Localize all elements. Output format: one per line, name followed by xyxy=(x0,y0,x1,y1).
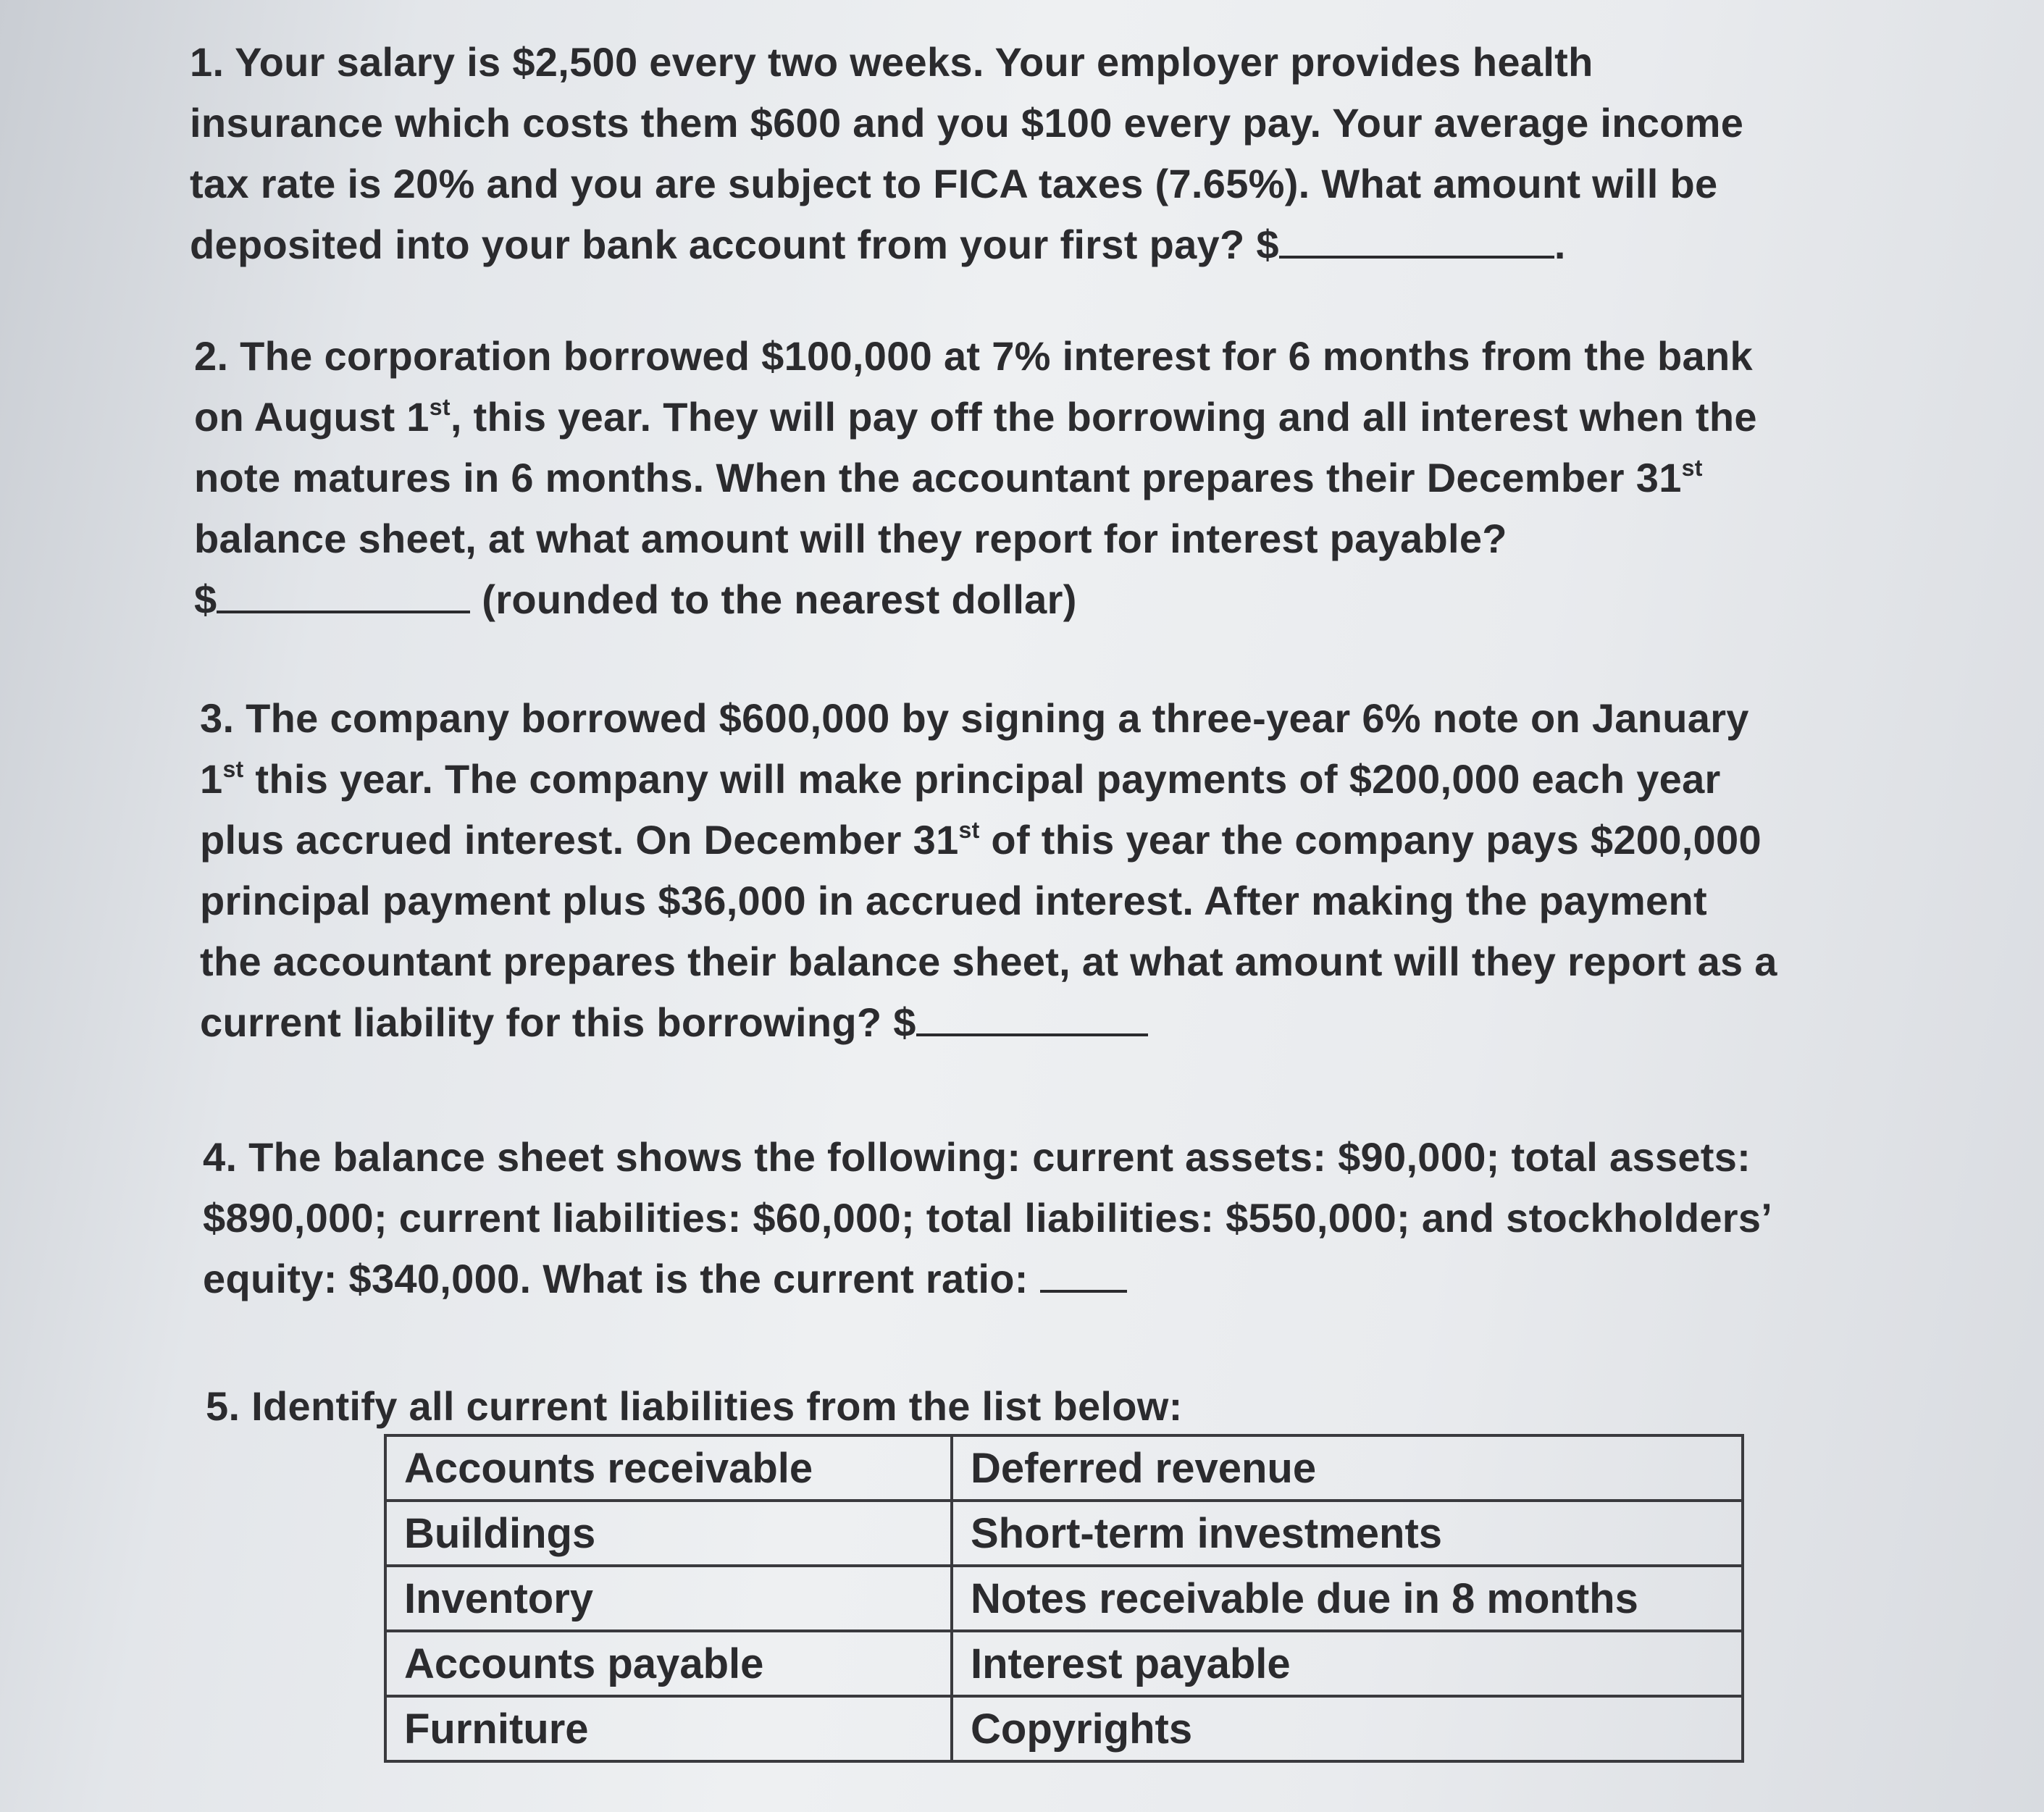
ordinal-suffix: st xyxy=(222,756,244,782)
question-2-line: balance sheet, at what amount will they report for interest payable? xyxy=(194,516,1507,561)
question-2-text: , this year. They will pay off the borrowing and all interest when the xyxy=(450,394,1757,440)
question-1-end: . xyxy=(1554,222,1566,267)
question-5 xyxy=(206,1376,1959,1437)
question-3-text: current liability for this borrowing? $ xyxy=(200,999,916,1045)
answer-blank-2[interactable] xyxy=(217,577,470,613)
question-3-line xyxy=(200,810,1953,871)
question-4-line: $890,000; current liabilities: $60,000; total liabilities: $550,000; and stockholders’ xyxy=(203,1195,1773,1241)
question-3-text: plus accrued interest. On December 31 xyxy=(200,817,959,863)
question-4-text: equity: $340,000. What is the current ratio: xyxy=(203,1256,1040,1301)
rounding-note: (rounded to the nearest dollar) xyxy=(470,576,1077,622)
table-cell: Buildings xyxy=(385,1501,952,1566)
question-4 xyxy=(203,1127,1956,1309)
table-cell: Accounts payable xyxy=(385,1631,952,1696)
table-cell: Furniture xyxy=(385,1696,952,1761)
question-3-line: the accountant prepares their balance sheet, at what amount will they report as a xyxy=(200,939,1777,984)
table-cell: Short-term investments xyxy=(952,1501,1743,1566)
account-list-table xyxy=(384,1434,1744,1763)
table-cell: Accounts receivable xyxy=(385,1435,952,1501)
question-3 xyxy=(200,688,1953,1053)
question-1-line: tax rate is 20% and you are subject to FICA taxes (7.65%). What amount will be xyxy=(190,161,1718,206)
ordinal-suffix: st xyxy=(958,817,980,843)
ordinal-suffix: st xyxy=(429,394,451,420)
ordinal-suffix: st xyxy=(1681,455,1703,481)
question-3-line: principal payment plus $36,000 in accrued interest. After making the payment xyxy=(200,878,1707,923)
table-cell: Inventory xyxy=(385,1566,952,1631)
table-row xyxy=(385,1631,1743,1696)
question-2-text: note matures in 6 months. When the accountant prepares their December 31 xyxy=(194,455,1682,500)
question-4-line: 4. The balance sheet shows the following: current assets: $90,000; total assets: xyxy=(203,1134,1751,1180)
question-2-text: on August 1 xyxy=(194,394,430,440)
question-2-line xyxy=(194,569,1947,630)
question-1-line: 1. Your salary is $2,500 every two weeks. Your employer provides health xyxy=(190,39,1593,85)
question-2 xyxy=(194,326,1947,630)
dollar-sign: $ xyxy=(194,576,217,622)
answer-blank-1[interactable] xyxy=(1279,222,1554,259)
table-cell: Notes receivable due in 8 months xyxy=(952,1566,1743,1631)
question-2-line xyxy=(194,387,1947,448)
table-row xyxy=(385,1501,1743,1566)
question-4-line xyxy=(203,1249,1956,1309)
question-1 xyxy=(190,32,1943,275)
table-cell: Interest payable xyxy=(952,1631,1743,1696)
question-3-line xyxy=(200,992,1953,1053)
question-3-text: this year. The company will make principal payments of $200,000 each year xyxy=(243,756,1721,802)
question-1-line: insurance which costs them $600 and you $100 every pay. Your average income xyxy=(190,100,1744,146)
table-row xyxy=(385,1696,1743,1761)
question-1-line xyxy=(190,214,1943,275)
table-cell: Deferred revenue xyxy=(952,1435,1743,1501)
question-3-text: 1 xyxy=(200,756,223,802)
question-2-line xyxy=(194,448,1947,508)
answer-blank-3[interactable] xyxy=(916,1000,1148,1036)
question-5-prompt: 5. Identify all current liabilities from the list below: xyxy=(206,1383,1183,1429)
question-3-line xyxy=(200,749,1953,810)
question-3-text: of this year the company pays $200,000 xyxy=(979,817,1762,863)
question-2-line: 2. The corporation borrowed $100,000 at 7% interest for 6 months from the bank xyxy=(194,333,1753,379)
question-1-text: deposited into your bank account from your first pay? $ xyxy=(190,222,1279,267)
answer-blank-4[interactable] xyxy=(1040,1257,1127,1293)
question-3-line: 3. The company borrowed $600,000 by signing a three-year 6% note on January xyxy=(200,695,1749,741)
table-row xyxy=(385,1435,1743,1501)
table-cell: Copyrights xyxy=(952,1696,1743,1761)
table-row xyxy=(385,1566,1743,1631)
